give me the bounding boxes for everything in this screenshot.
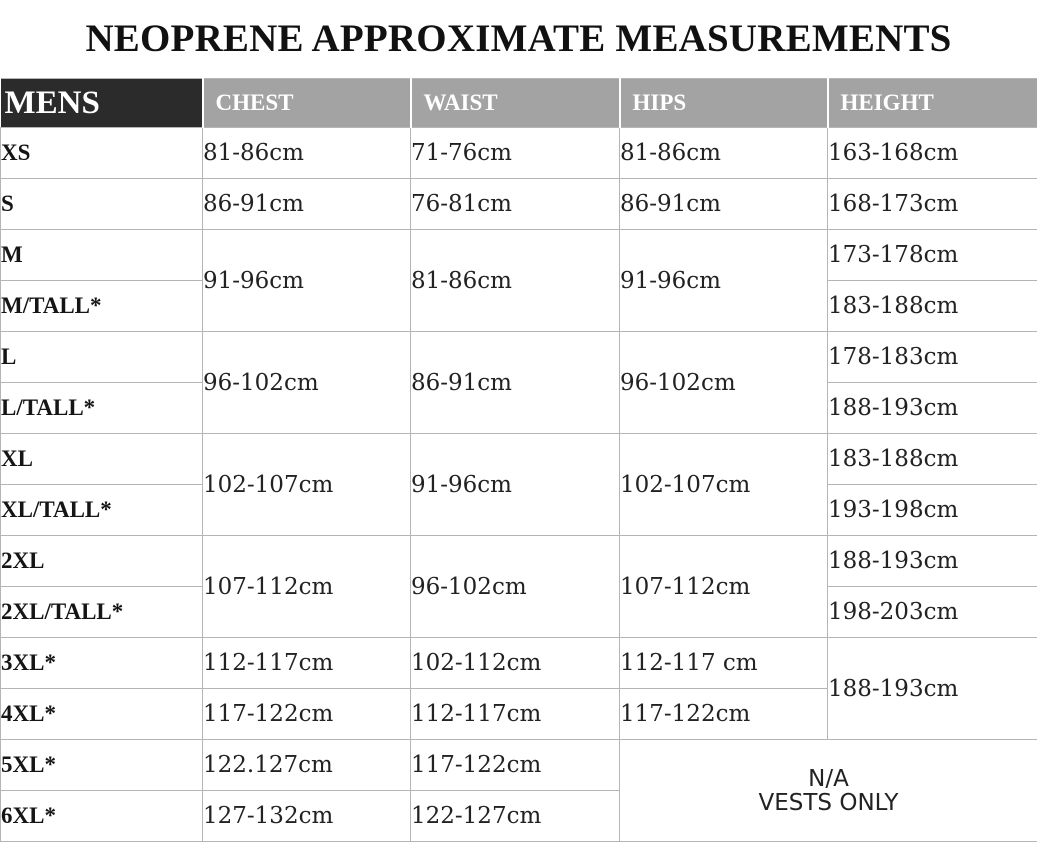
height-cell: 198-203cm (828, 587, 1037, 638)
chest-cell: 81-86cm (203, 128, 411, 179)
page-title: NEOPRENE APPROXIMATE MEASUREMENTS (0, 16, 1037, 61)
hips-cell: 81-86cm (620, 128, 828, 179)
hips-cell: 102-107cm (620, 434, 828, 536)
height-cell: 178-183cm (828, 332, 1037, 383)
table-row (1, 434, 1037, 485)
table-row (1, 638, 1037, 689)
waist-cell: 117-122cm (411, 740, 620, 791)
height-cell: 173-178cm (828, 230, 1037, 281)
hips-cell: 107-112cm (620, 536, 828, 638)
header-waist: WAIST (411, 79, 620, 128)
chest-cell: 117-122cm (203, 689, 411, 740)
na-label: N/A (620, 767, 1037, 791)
size-cell: M (1, 230, 203, 281)
height-cell: 188-193cm (828, 383, 1037, 434)
waist-cell: 81-86cm (411, 230, 620, 332)
waist-cell: 96-102cm (411, 536, 620, 638)
table-row (1, 230, 1037, 281)
chest-cell: 102-107cm (203, 434, 411, 536)
header-height: HEIGHT (828, 79, 1037, 128)
chest-cell: 112-117cm (203, 638, 411, 689)
table-row (1, 128, 1037, 179)
header-row (1, 79, 1037, 128)
height-cell: 183-188cm (828, 281, 1037, 332)
size-cell: XL (1, 434, 203, 485)
waist-cell: 71-76cm (411, 128, 620, 179)
height-cell: 163-168cm (828, 128, 1037, 179)
hips-cell: 96-102cm (620, 332, 828, 434)
chest-cell: 122.127cm (203, 740, 411, 791)
waist-cell: 91-96cm (411, 434, 620, 536)
hips-cell: 86-91cm (620, 179, 828, 230)
size-cell: S (1, 179, 203, 230)
size-cell: 2XL/TALL* (1, 587, 203, 638)
size-chart-table (0, 78, 1037, 842)
chest-cell: 86-91cm (203, 179, 411, 230)
hips-cell: 91-96cm (620, 230, 828, 332)
table-row (1, 179, 1037, 230)
na-vests-only-note (620, 740, 1037, 842)
size-cell: 5XL* (1, 740, 203, 791)
table-row (1, 536, 1037, 587)
size-cell: XS (1, 128, 203, 179)
waist-cell: 112-117cm (411, 689, 620, 740)
size-cell: 3XL* (1, 638, 203, 689)
chest-cell: 127-132cm (203, 791, 411, 842)
height-cell: 168-173cm (828, 179, 1037, 230)
size-cell: M/TALL* (1, 281, 203, 332)
size-cell: XL/TALL* (1, 485, 203, 536)
table-row (1, 740, 1037, 791)
size-cell: 6XL* (1, 791, 203, 842)
waist-cell: 122-127cm (411, 791, 620, 842)
waist-cell: 86-91cm (411, 332, 620, 434)
hips-cell: 112-117 cm (620, 638, 828, 689)
height-cell: 188-193cm (828, 638, 1037, 740)
height-cell: 188-193cm (828, 536, 1037, 587)
header-hips: HIPS (620, 79, 828, 128)
waist-cell: 102-112cm (411, 638, 620, 689)
height-cell: 183-188cm (828, 434, 1037, 485)
chest-cell: 107-112cm (203, 536, 411, 638)
chest-cell: 96-102cm (203, 332, 411, 434)
size-cell: L (1, 332, 203, 383)
hips-cell: 117-122cm (620, 689, 828, 740)
size-cell: 2XL (1, 536, 203, 587)
size-cell: L/TALL* (1, 383, 203, 434)
table-row (1, 332, 1037, 383)
size-cell: 4XL* (1, 689, 203, 740)
height-cell: 193-198cm (828, 485, 1037, 536)
waist-cell: 76-81cm (411, 179, 620, 230)
vests-only-label: VESTS ONLY (620, 791, 1037, 815)
header-mens: MENS (1, 79, 203, 128)
header-chest: CHEST (203, 79, 411, 128)
chest-cell: 91-96cm (203, 230, 411, 332)
